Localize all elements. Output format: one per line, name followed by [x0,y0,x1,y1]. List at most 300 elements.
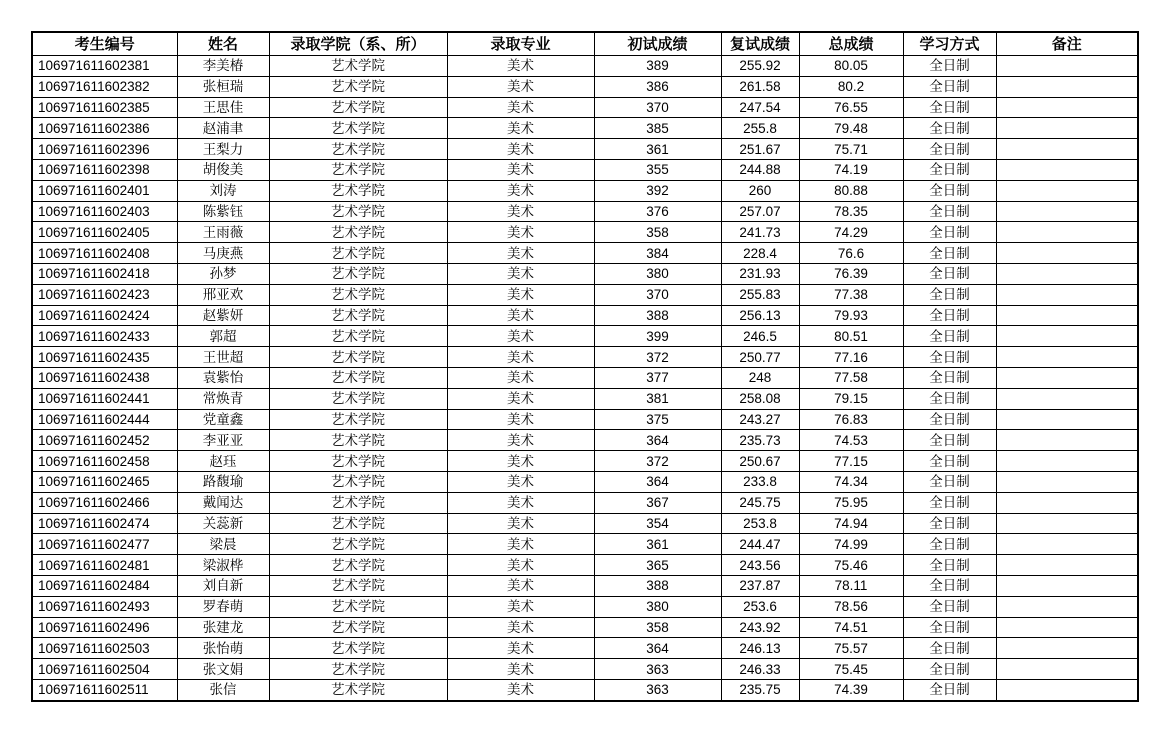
prelim-score-cell: 354 [594,513,721,534]
study-mode-cell: 全日制 [903,451,996,472]
retest-score-cell: 246.13 [721,638,799,659]
major-cell: 美术 [447,56,594,77]
prelim-score-cell: 358 [594,222,721,243]
major-cell: 美术 [447,451,594,472]
remarks-cell [996,596,1138,617]
table-row [32,430,1138,451]
table-row [32,679,1138,700]
study-mode-cell: 全日制 [903,284,996,305]
college-cell: 艺术学院 [269,243,447,264]
retest-score-cell: 257.07 [721,201,799,222]
major-cell: 美术 [447,222,594,243]
total-score-cell: 74.99 [799,534,903,555]
prelim-score-cell: 361 [594,534,721,555]
college-cell: 艺术学院 [269,679,447,700]
exam-id-cell: 106971611602381 [32,56,177,77]
name-cell: 李美椿 [177,56,269,77]
header-remarks: 备注 [996,32,1138,56]
remarks-cell [996,305,1138,326]
study-mode-cell: 全日制 [903,388,996,409]
table-row [32,326,1138,347]
college-cell: 艺术学院 [269,305,447,326]
total-score-cell: 78.35 [799,201,903,222]
exam-id-cell: 106971611602405 [32,222,177,243]
prelim-score-cell: 364 [594,471,721,492]
name-cell: 陈紫钰 [177,201,269,222]
total-score-cell: 75.95 [799,492,903,513]
study-mode-cell: 全日制 [903,555,996,576]
prelim-score-cell: 358 [594,617,721,638]
college-cell: 艺术学院 [269,471,447,492]
table-row [32,471,1138,492]
header-college: 录取学院（系、所） [269,32,447,56]
name-cell: 赵浦聿 [177,118,269,139]
exam-id-cell: 106971611602452 [32,430,177,451]
exam-id-cell: 106971611602496 [32,617,177,638]
study-mode-cell: 全日制 [903,596,996,617]
retest-score-cell: 244.88 [721,159,799,180]
study-mode-cell: 全日制 [903,159,996,180]
table-row [32,555,1138,576]
study-mode-cell: 全日制 [903,97,996,118]
study-mode-cell: 全日制 [903,222,996,243]
retest-score-cell: 243.27 [721,409,799,430]
retest-score-cell: 235.73 [721,430,799,451]
study-mode-cell: 全日制 [903,201,996,222]
retest-score-cell: 255.92 [721,56,799,77]
retest-score-cell: 256.13 [721,305,799,326]
retest-score-cell: 250.67 [721,451,799,472]
total-score-cell: 74.51 [799,617,903,638]
study-mode-cell: 全日制 [903,76,996,97]
prelim-score-cell: 363 [594,679,721,700]
study-mode-cell: 全日制 [903,575,996,596]
table-row [32,56,1138,77]
college-cell: 艺术学院 [269,263,447,284]
major-cell: 美术 [447,243,594,264]
major-cell: 美术 [447,76,594,97]
name-cell: 戴闻达 [177,492,269,513]
major-cell: 美术 [447,367,594,388]
study-mode-cell: 全日制 [903,180,996,201]
table-row [32,513,1138,534]
retest-score-cell: 233.8 [721,471,799,492]
name-cell: 王雨薇 [177,222,269,243]
college-cell: 艺术学院 [269,76,447,97]
total-score-cell: 79.93 [799,305,903,326]
major-cell: 美术 [447,430,594,451]
table-row [32,76,1138,97]
exam-id-cell: 106971611602465 [32,471,177,492]
remarks-cell [996,118,1138,139]
major-cell: 美术 [447,534,594,555]
remarks-cell [996,180,1138,201]
total-score-cell: 79.15 [799,388,903,409]
exam-id-cell: 106971611602423 [32,284,177,305]
header-study-mode: 学习方式 [903,32,996,56]
study-mode-cell: 全日制 [903,326,996,347]
college-cell: 艺术学院 [269,617,447,638]
major-cell: 美术 [447,305,594,326]
header-total-score: 总成绩 [799,32,903,56]
name-cell: 赵珏 [177,451,269,472]
study-mode-cell: 全日制 [903,659,996,680]
prelim-score-cell: 386 [594,76,721,97]
table-row [32,159,1138,180]
study-mode-cell: 全日制 [903,367,996,388]
total-score-cell: 80.51 [799,326,903,347]
exam-id-cell: 106971611602481 [32,555,177,576]
table-row [32,201,1138,222]
name-cell: 张怡萌 [177,638,269,659]
exam-id-cell: 106971611602435 [32,347,177,368]
retest-score-cell: 247.54 [721,97,799,118]
exam-id-cell: 106971611602503 [32,638,177,659]
college-cell: 艺术学院 [269,555,447,576]
remarks-cell [996,201,1138,222]
admission-table [31,31,1139,702]
retest-score-cell: 248 [721,367,799,388]
table-row [32,97,1138,118]
retest-score-cell: 246.5 [721,326,799,347]
prelim-score-cell: 381 [594,388,721,409]
table-row [32,263,1138,284]
header-major: 录取专业 [447,32,594,56]
major-cell: 美术 [447,492,594,513]
college-cell: 艺术学院 [269,180,447,201]
study-mode-cell: 全日制 [903,263,996,284]
exam-id-cell: 106971611602493 [32,596,177,617]
exam-id-cell: 106971611602398 [32,159,177,180]
table-row [32,409,1138,430]
header-name: 姓名 [177,32,269,56]
prelim-score-cell: 388 [594,305,721,326]
name-cell: 刘自新 [177,575,269,596]
remarks-cell [996,347,1138,368]
remarks-cell [996,659,1138,680]
college-cell: 艺术学院 [269,659,447,680]
college-cell: 艺术学院 [269,118,447,139]
header-retest-score: 复试成绩 [721,32,799,56]
name-cell: 孙梦 [177,263,269,284]
retest-score-cell: 231.93 [721,263,799,284]
prelim-score-cell: 372 [594,347,721,368]
prelim-score-cell: 380 [594,596,721,617]
name-cell: 张桓瑞 [177,76,269,97]
remarks-cell [996,263,1138,284]
total-score-cell: 80.05 [799,56,903,77]
prelim-score-cell: 388 [594,575,721,596]
study-mode-cell: 全日制 [903,430,996,451]
study-mode-cell: 全日制 [903,471,996,492]
exam-id-cell: 106971611602382 [32,76,177,97]
total-score-cell: 75.57 [799,638,903,659]
name-cell: 党童鑫 [177,409,269,430]
exam-id-cell: 106971611602511 [32,679,177,700]
remarks-cell [996,326,1138,347]
remarks-cell [996,679,1138,700]
college-cell: 艺术学院 [269,492,447,513]
major-cell: 美术 [447,201,594,222]
table-row [32,492,1138,513]
remarks-cell [996,97,1138,118]
name-cell: 邢亚欢 [177,284,269,305]
prelim-score-cell: 375 [594,409,721,430]
prelim-score-cell: 367 [594,492,721,513]
remarks-cell [996,76,1138,97]
remarks-cell [996,638,1138,659]
major-cell: 美术 [447,263,594,284]
total-score-cell: 75.45 [799,659,903,680]
major-cell: 美术 [447,575,594,596]
prelim-score-cell: 385 [594,118,721,139]
total-score-cell: 74.39 [799,679,903,700]
name-cell: 张信 [177,679,269,700]
table-row [32,367,1138,388]
remarks-cell [996,430,1138,451]
exam-id-cell: 106971611602477 [32,534,177,555]
remarks-cell [996,367,1138,388]
retest-score-cell: 243.56 [721,555,799,576]
name-cell: 郭超 [177,326,269,347]
major-cell: 美术 [447,555,594,576]
college-cell: 艺术学院 [269,638,447,659]
remarks-cell [996,575,1138,596]
name-cell: 马庚燕 [177,243,269,264]
major-cell: 美术 [447,513,594,534]
major-cell: 美术 [447,388,594,409]
study-mode-cell: 全日制 [903,56,996,77]
total-score-cell: 77.58 [799,367,903,388]
retest-score-cell: 245.75 [721,492,799,513]
major-cell: 美术 [447,180,594,201]
college-cell: 艺术学院 [269,159,447,180]
name-cell: 关蕊新 [177,513,269,534]
table-row [32,243,1138,264]
remarks-cell [996,243,1138,264]
exam-id-cell: 106971611602458 [32,451,177,472]
prelim-score-cell: 364 [594,430,721,451]
study-mode-cell: 全日制 [903,492,996,513]
study-mode-cell: 全日制 [903,513,996,534]
study-mode-cell: 全日制 [903,409,996,430]
study-mode-cell: 全日制 [903,679,996,700]
college-cell: 艺术学院 [269,596,447,617]
total-score-cell: 77.16 [799,347,903,368]
name-cell: 罗春萌 [177,596,269,617]
major-cell: 美术 [447,471,594,492]
remarks-cell [996,513,1138,534]
retest-score-cell: 246.33 [721,659,799,680]
major-cell: 美术 [447,347,594,368]
total-score-cell: 75.71 [799,139,903,160]
total-score-cell: 79.48 [799,118,903,139]
prelim-score-cell: 376 [594,201,721,222]
exam-id-cell: 106971611602504 [32,659,177,680]
retest-score-cell: 260 [721,180,799,201]
prelim-score-cell: 384 [594,243,721,264]
total-score-cell: 74.19 [799,159,903,180]
college-cell: 艺术学院 [269,347,447,368]
name-cell: 梁淑桦 [177,555,269,576]
remarks-cell [996,409,1138,430]
prelim-score-cell: 389 [594,56,721,77]
table-row [32,659,1138,680]
prelim-score-cell: 365 [594,555,721,576]
exam-id-cell: 106971611602444 [32,409,177,430]
header-exam-id: 考生编号 [32,32,177,56]
total-score-cell: 78.56 [799,596,903,617]
exam-id-cell: 106971611602401 [32,180,177,201]
table-row [32,575,1138,596]
total-score-cell: 74.53 [799,430,903,451]
total-score-cell: 76.55 [799,97,903,118]
remarks-cell [996,284,1138,305]
header-prelim-score: 初试成绩 [594,32,721,56]
remarks-cell [996,534,1138,555]
table-row [32,347,1138,368]
table-row [32,222,1138,243]
table-row [32,305,1138,326]
prelim-score-cell: 392 [594,180,721,201]
exam-id-cell: 106971611602466 [32,492,177,513]
retest-score-cell: 255.8 [721,118,799,139]
retest-score-cell: 255.83 [721,284,799,305]
college-cell: 艺术学院 [269,430,447,451]
college-cell: 艺术学院 [269,513,447,534]
college-cell: 艺术学院 [269,409,447,430]
college-cell: 艺术学院 [269,575,447,596]
major-cell: 美术 [447,638,594,659]
name-cell: 张文娟 [177,659,269,680]
total-score-cell: 76.83 [799,409,903,430]
remarks-cell [996,56,1138,77]
table-row [32,388,1138,409]
name-cell: 梁晨 [177,534,269,555]
college-cell: 艺术学院 [269,284,447,305]
name-cell: 王思佳 [177,97,269,118]
prelim-score-cell: 363 [594,659,721,680]
exam-id-cell: 106971611602484 [32,575,177,596]
name-cell: 路馥瑜 [177,471,269,492]
exam-id-cell: 106971611602418 [32,263,177,284]
prelim-score-cell: 364 [594,638,721,659]
college-cell: 艺术学院 [269,451,447,472]
study-mode-cell: 全日制 [903,243,996,264]
prelim-score-cell: 377 [594,367,721,388]
retest-score-cell: 250.77 [721,347,799,368]
table-body [32,56,1138,701]
college-cell: 艺术学院 [269,56,447,77]
total-score-cell: 77.38 [799,284,903,305]
retest-score-cell: 228.4 [721,243,799,264]
remarks-cell [996,159,1138,180]
header-row [32,32,1138,56]
major-cell: 美术 [447,659,594,680]
retest-score-cell: 237.87 [721,575,799,596]
exam-id-cell: 106971611602438 [32,367,177,388]
table-row [32,534,1138,555]
exam-id-cell: 106971611602396 [32,139,177,160]
remarks-cell [996,388,1138,409]
name-cell: 李亚亚 [177,430,269,451]
name-cell: 刘涛 [177,180,269,201]
exam-id-cell: 106971611602441 [32,388,177,409]
total-score-cell: 76.39 [799,263,903,284]
retest-score-cell: 244.47 [721,534,799,555]
name-cell: 王世超 [177,347,269,368]
major-cell: 美术 [447,617,594,638]
prelim-score-cell: 372 [594,451,721,472]
total-score-cell: 74.34 [799,471,903,492]
total-score-cell: 78.11 [799,575,903,596]
total-score-cell: 74.29 [799,222,903,243]
prelim-score-cell: 380 [594,263,721,284]
exam-id-cell: 106971611602408 [32,243,177,264]
study-mode-cell: 全日制 [903,347,996,368]
prelim-score-cell: 370 [594,97,721,118]
table-row [32,596,1138,617]
name-cell: 胡俊美 [177,159,269,180]
major-cell: 美术 [447,679,594,700]
college-cell: 艺术学院 [269,222,447,243]
retest-score-cell: 253.8 [721,513,799,534]
college-cell: 艺术学院 [269,139,447,160]
table-row [32,451,1138,472]
exam-id-cell: 106971611602424 [32,305,177,326]
retest-score-cell: 253.6 [721,596,799,617]
table-row [32,617,1138,638]
major-cell: 美术 [447,326,594,347]
prelim-score-cell: 370 [594,284,721,305]
prelim-score-cell: 399 [594,326,721,347]
major-cell: 美术 [447,409,594,430]
study-mode-cell: 全日制 [903,638,996,659]
retest-score-cell: 261.58 [721,76,799,97]
major-cell: 美术 [447,139,594,160]
major-cell: 美术 [447,97,594,118]
total-score-cell: 77.15 [799,451,903,472]
college-cell: 艺术学院 [269,97,447,118]
retest-score-cell: 251.67 [721,139,799,160]
major-cell: 美术 [447,284,594,305]
study-mode-cell: 全日制 [903,139,996,160]
total-score-cell: 80.88 [799,180,903,201]
major-cell: 美术 [447,596,594,617]
retest-score-cell: 235.75 [721,679,799,700]
college-cell: 艺术学院 [269,388,447,409]
college-cell: 艺术学院 [269,534,447,555]
remarks-cell [996,492,1138,513]
college-cell: 艺术学院 [269,326,447,347]
study-mode-cell: 全日制 [903,534,996,555]
retest-score-cell: 243.92 [721,617,799,638]
retest-score-cell: 258.08 [721,388,799,409]
remarks-cell [996,451,1138,472]
remarks-cell [996,617,1138,638]
table-row [32,284,1138,305]
total-score-cell: 80.2 [799,76,903,97]
exam-id-cell: 106971611602474 [32,513,177,534]
total-score-cell: 74.94 [799,513,903,534]
total-score-cell: 76.6 [799,243,903,264]
college-cell: 艺术学院 [269,367,447,388]
study-mode-cell: 全日制 [903,118,996,139]
exam-id-cell: 106971611602433 [32,326,177,347]
name-cell: 袁紫怡 [177,367,269,388]
name-cell: 常焕青 [177,388,269,409]
name-cell: 张建龙 [177,617,269,638]
